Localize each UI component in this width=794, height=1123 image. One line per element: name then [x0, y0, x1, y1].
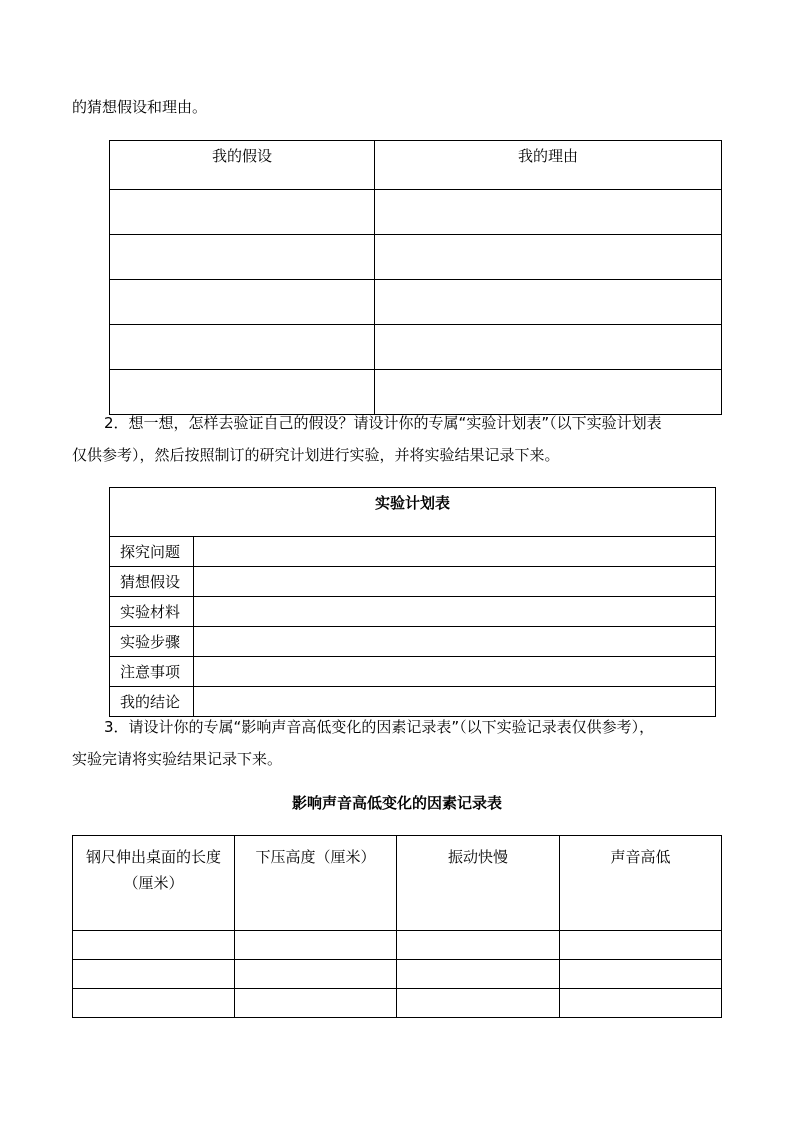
table-row — [110, 235, 722, 280]
question-3-line-2: 实验完请将实验结果记录下来。 — [72, 750, 283, 768]
reason-cell[interactable] — [375, 280, 722, 325]
table-cell[interactable] — [235, 960, 397, 989]
reason-cell[interactable] — [375, 325, 722, 370]
table-cell[interactable] — [560, 989, 722, 1018]
table-row — [110, 537, 716, 567]
plan-table-title: 实验计划表 — [110, 488, 716, 537]
table-cell[interactable] — [235, 989, 397, 1018]
reason-cell[interactable] — [375, 370, 722, 415]
intro-text: 的猜想假设和理由。 — [72, 98, 208, 116]
hypothesis-cell[interactable] — [110, 190, 375, 235]
table-row — [110, 280, 722, 325]
hypothesis-cell[interactable] — [110, 280, 375, 325]
table-row — [110, 627, 716, 657]
question-2-line-1: 2．想一想，怎样去验证自己的假设？请设计你的专属“实验计划表”（以下实验计划表 — [104, 414, 662, 432]
table-cell[interactable] — [397, 989, 560, 1018]
table-row — [110, 687, 716, 717]
table-cell[interactable] — [560, 931, 722, 960]
table-row — [110, 325, 722, 370]
hypothesis-cell[interactable] — [110, 325, 375, 370]
question-2-line-2: 仅供参考），然后按照制订的研究计划进行实验，并将实验结果记录下来。 — [72, 446, 560, 464]
header-vibration-speed: 振动快慢 — [397, 836, 560, 931]
experiment-plan-table — [109, 487, 716, 717]
notes-field[interactable] — [194, 657, 716, 687]
header-ruler-length-line-2: （厘米） — [123, 874, 184, 892]
table-row — [110, 190, 722, 235]
record-table-title: 影响声音高低变化的因素记录表 — [291, 794, 502, 812]
conclusion-field[interactable] — [194, 687, 716, 717]
table-row — [110, 370, 722, 415]
reason-cell[interactable] — [375, 190, 722, 235]
table-row — [73, 989, 722, 1018]
row-label-conclusion: 我的结论 — [110, 687, 194, 717]
table-row — [73, 960, 722, 989]
hypothesis-table — [109, 140, 722, 415]
hypothesis-cell[interactable] — [110, 370, 375, 415]
header-sound-pitch: 声音高低 — [560, 836, 722, 931]
table-cell[interactable] — [73, 989, 235, 1018]
table-row — [73, 931, 722, 960]
row-label-question: 探究问题 — [110, 537, 194, 567]
table-row — [110, 567, 716, 597]
table-row — [110, 597, 716, 627]
row-label-steps: 实验步骤 — [110, 627, 194, 657]
header-my-hypothesis: 我的假设 — [110, 141, 375, 190]
hypothesis-cell[interactable] — [110, 235, 375, 280]
header-my-reason: 我的理由 — [375, 141, 722, 190]
table-cell[interactable] — [397, 931, 560, 960]
header-ruler-length-line-1: 钢尺伸出桌面的长度 — [85, 848, 221, 866]
table-cell[interactable] — [235, 931, 397, 960]
table-cell[interactable] — [73, 960, 235, 989]
hypothesis-field[interactable] — [194, 567, 716, 597]
record-table — [72, 835, 722, 1018]
question-3-line-1: 3．请设计你的专属“影响声音高低变化的因素记录表”（以下实验记录表仅供参考）， — [104, 718, 655, 736]
question-field[interactable] — [194, 537, 716, 567]
steps-field[interactable] — [194, 627, 716, 657]
row-label-hypothesis: 猜想假设 — [110, 567, 194, 597]
header-press-height: 下压高度（厘米） — [235, 836, 397, 931]
table-row — [110, 657, 716, 687]
row-label-materials: 实验材料 — [110, 597, 194, 627]
table-cell[interactable] — [73, 931, 235, 960]
table-cell[interactable] — [560, 960, 722, 989]
table-cell[interactable] — [397, 960, 560, 989]
header-ruler-length — [73, 836, 235, 931]
row-label-notes: 注意事项 — [110, 657, 194, 687]
reason-cell[interactable] — [375, 235, 722, 280]
materials-field[interactable] — [194, 597, 716, 627]
